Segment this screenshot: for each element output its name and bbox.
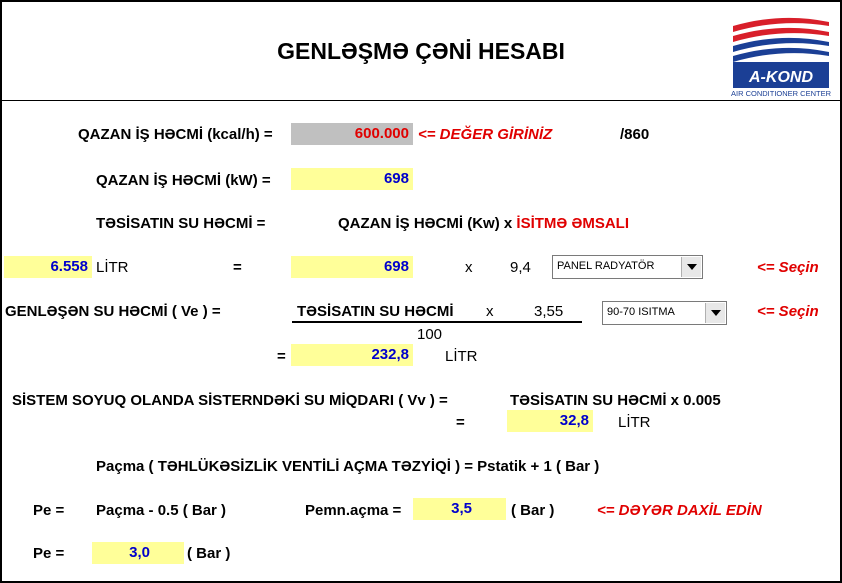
relief-valve-formula: Paçma ( TƏHLÜKƏSİZLİK VENTİLİ AÇMA TƏZYİQİ ) = Pstatik + 1 ( Bar )	[96, 458, 600, 475]
enter-value-hint: <= DƏYƏR DAXİL EDİN	[597, 502, 762, 519]
cold-tank-volume-expression: TƏSİSATIN SU HƏCMİ x 0.005	[510, 392, 721, 409]
a-kond-logo-graphic	[731, 10, 831, 98]
multiply-sign: x	[486, 303, 494, 320]
multiply-sign: x	[465, 259, 473, 276]
logo-brand: A-KOND	[749, 69, 813, 86]
a-kond-logo	[731, 10, 831, 98]
system-water-volume-label: TƏSİSATIN SU HƏCMİ =	[96, 215, 266, 232]
bar-unit: ( Bar )	[511, 502, 555, 519]
pe-formula: Paçma - 0.5 ( Bar )	[96, 502, 227, 519]
cold-tank-volume-label: SİSTEM SOYUQ OLANDA SİSTERNDƏKİ SU MİQDARI ( Vv ) =	[12, 392, 448, 409]
fraction-denominator: 100	[417, 326, 443, 343]
pe-label: Pe =	[33, 502, 65, 519]
expansion-volume-label: GENLƏŞƏN SU HƏCMİ ( Ve ) =	[5, 303, 221, 320]
logo-tagline: AIR CONDITIONER CENTER	[731, 89, 831, 98]
pe-label: Pe =	[33, 545, 65, 562]
boiler-capacity-kcal-input[interactable]: 600.000	[291, 123, 413, 145]
fraction-bar	[292, 321, 582, 323]
boiler-capacity-kw-value: 698	[291, 168, 413, 190]
radiator-type-selected: PANEL RADYATÖR	[557, 260, 655, 272]
capacity-kw-copy-value: 698	[291, 256, 413, 278]
equals-sign: =	[233, 259, 242, 276]
page-title: GENLƏŞMƏ ÇƏNİ HESABI	[277, 38, 565, 64]
select-hint: <= Seçin	[757, 303, 819, 320]
pe-value: 3,0	[92, 542, 184, 564]
enter-value-hint: <= DEĞER GİRİNİZ	[418, 126, 553, 143]
header-divider	[2, 100, 840, 101]
opening-pressure-input[interactable]: 3,5	[413, 498, 506, 520]
fraction-numerator-label: TƏSİSATIN SU HƏCMİ	[297, 303, 454, 320]
radiator-type-select[interactable]	[552, 255, 703, 279]
liter-unit: LİTR	[96, 259, 129, 276]
system-water-volume-value: 6.558	[4, 256, 92, 278]
chevron-down-icon[interactable]	[681, 257, 701, 277]
heating-regime-select[interactable]	[602, 301, 727, 325]
heating-coefficient-value: 9,4	[510, 259, 531, 276]
equals-sign: =	[456, 414, 465, 431]
bar-unit: ( Bar )	[187, 545, 231, 562]
system-water-volume-expression	[338, 215, 629, 232]
boiler-capacity-kcal-label: QAZAN İŞ HƏCMİ (kcal/h) =	[78, 126, 273, 143]
divisor-note: /860	[620, 126, 650, 143]
expression-part-coefficient: İSİTMƏ ƏMSALI	[516, 215, 630, 232]
expression-part-capacity: QAZAN İŞ HƏCMİ (Kw) x	[338, 215, 513, 232]
expansion-factor-value: 3,55	[534, 303, 564, 320]
cold-tank-volume-value: 32,8	[507, 410, 593, 432]
boiler-capacity-kw-label: QAZAN İŞ HƏCMİ (kW) =	[96, 172, 271, 189]
heating-regime-selected: 90-70 ISITMA	[607, 306, 675, 318]
liter-unit: LİTR	[618, 414, 651, 431]
expansion-volume-value: 232,8	[291, 344, 413, 366]
liter-unit: LİTR	[445, 348, 478, 365]
select-hint: <= Seçin	[757, 259, 819, 276]
opening-pressure-label: Pemn.açma =	[305, 502, 402, 519]
equals-sign: =	[277, 348, 286, 365]
chevron-down-icon[interactable]	[705, 303, 725, 323]
